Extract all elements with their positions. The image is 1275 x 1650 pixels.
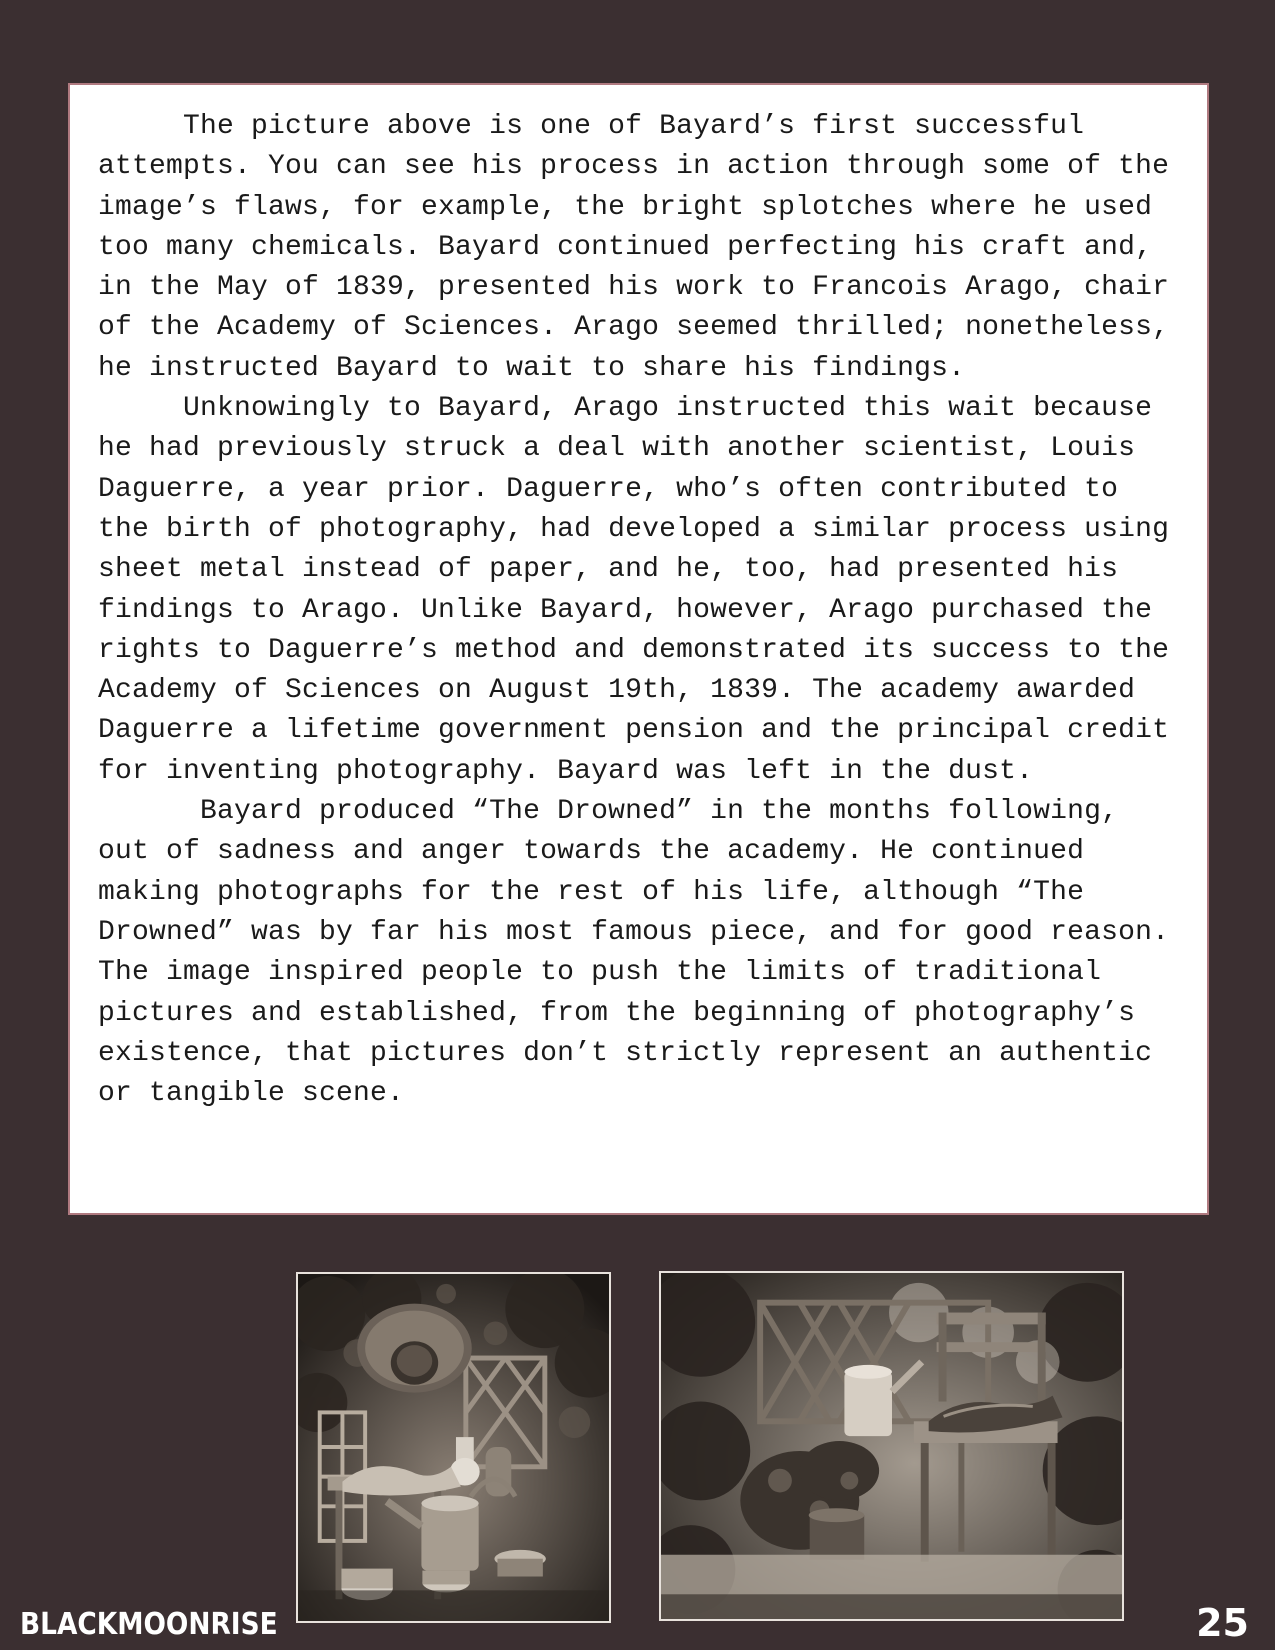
photo-garden-chair [659,1271,1124,1621]
article-paragraph-3: Bayard produced “The Drowned” in the months following, out of sadness and anger towards the academy. He continued making photographs for the rest of his life, although “The Drowned” was by far his most famous piece, and for good reason. The image inspired people to push the limits of traditional pictures and established, from the beginning of photography’s existence, that pictures don’t strictly represent an authentic or tangible scene. [98,796,1187,1110]
garden-chair-image [661,1273,1122,1619]
page-number: 25 [1196,1601,1249,1645]
article-text-box [68,83,1209,1215]
article-paragraph-2: Unknowingly to Bayard, Arago instructed this wait because he had previously struck a deal with another scientist, Louis Daguerre, a year prior. Daguerre, who’s often contributed to the birth of photography, had developed a similar process using sheet metal instead of paper, and he, too, had presented his findings to Arago. Unlike Bayard, however, Arago purchased the rights to Daguerre’s method and demonstrated its success to the Academy of Sciences on August 19th, 1839. The academy awarded Daguerre a lifetime government pension and the principal credit for inventing photography. Bayard was left in the dust. [98,393,1187,787]
magazine-brand-logo: BLACKMOONRISE [20,1607,278,1642]
still-life-hat-image [298,1274,609,1621]
article-paragraph-1: The picture above is one of Bayard’s first successful attempts. You can see his process in action through some of the image’s flaws, for example, the bright splotches where he used too many chemicals. Bayard continued perfecting his craft and, in the May of 1839, presented his work to Francois Arago, chair of the Academy of Sciences. Arago seemed thrilled; nonetheless, he instructed Bayard to wait to share his findings. [98,111,1187,384]
photo-still-life-hat [296,1272,611,1623]
